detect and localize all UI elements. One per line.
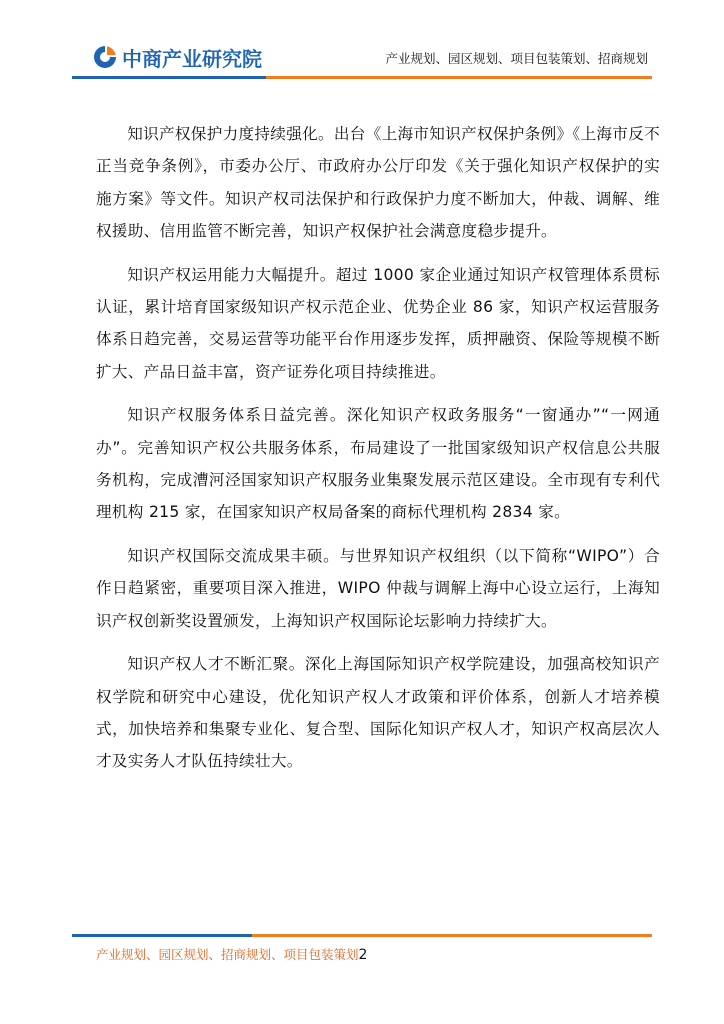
page-number: 2: [358, 947, 368, 963]
paragraph-ip-protection: 知识产权保护力度持续强化。出台《上海市知识产权保护条例》《上海市反不正当竞争条例》，市委办公厅、市政府办公厅印发《关于强化知识产权保护的实施方案》等文件。知识产权司法保护和行政保护力度不断加大，仲裁、调解、维权援助、信用监管不断完善，知识产权保护社会满意度稳步提升。: [96, 125, 660, 241]
body-text: [96, 118, 660, 789]
page-footer: [0, 925, 724, 985]
header-rule-orange: [266, 76, 652, 79]
header-rule-blue: [72, 76, 266, 79]
paragraph-ip-talent: 知识产权人才不断汇聚。深化上海国际知识产权学院建设，加强高校知识产权学院和研究中心建设，优化知识产权人才政策和评价体系，创新人才培养模式，加快培养和集聚专业化、复合型、国际化知识产权人才，知识产权高层次人才及实务人才队伍持续壮大。: [96, 655, 660, 771]
footer-rule-orange: [252, 934, 652, 937]
header-tagline: 产业规划、园区规划、项目包装策划、招商规划: [385, 51, 648, 66]
footer-caption: [96, 945, 367, 963]
footer-rule-blue: [72, 934, 252, 937]
logo-icon: [92, 44, 118, 70]
footer-tagline: 产业规划、园区规划、招商规划、项目包装策划: [96, 947, 359, 962]
page-header: [0, 0, 724, 90]
paragraph-ip-international: 知识产权国际交流成果丰硕。与世界知识产权组织（以下简称“WIPO”）合作日趋紧密，重要项目深入推进，WIPO 仲裁与调解上海中心设立运行，上海知识产权创新奖设置颁发，上海知识产权国际论坛影响力持续扩大。: [96, 546, 660, 630]
logo-text: 中商产业研究院: [122, 46, 262, 71]
paragraph-ip-services: 知识产权服务体系日益完善。深化知识产权政务服务“一窗通办”“一网通办”。完善知识产权公共服务体系，布局建设了一批国家级知识产权信息公共服务机构，完成漕河泾国家知识产权服务业集聚发展示范区建设。全市现有专利代理机构 215 家，在国家知识产权局备案的商标代理机构 2834 家。: [96, 406, 660, 522]
paragraph-ip-utilization: 知识产权运用能力大幅提升。超过 1000 家企业通过知识产权管理体系贯标认证，累计培育国家级知识产权示范企业、优势企业 86 家，知识产权运营服务体系日趋完善，交易运营等功能平台作用逐步发挥，质押融资、保险等规模不断扩大、产品日益丰富，资产证券化项目持续推进。: [96, 265, 660, 381]
company-logo: [92, 42, 262, 72]
